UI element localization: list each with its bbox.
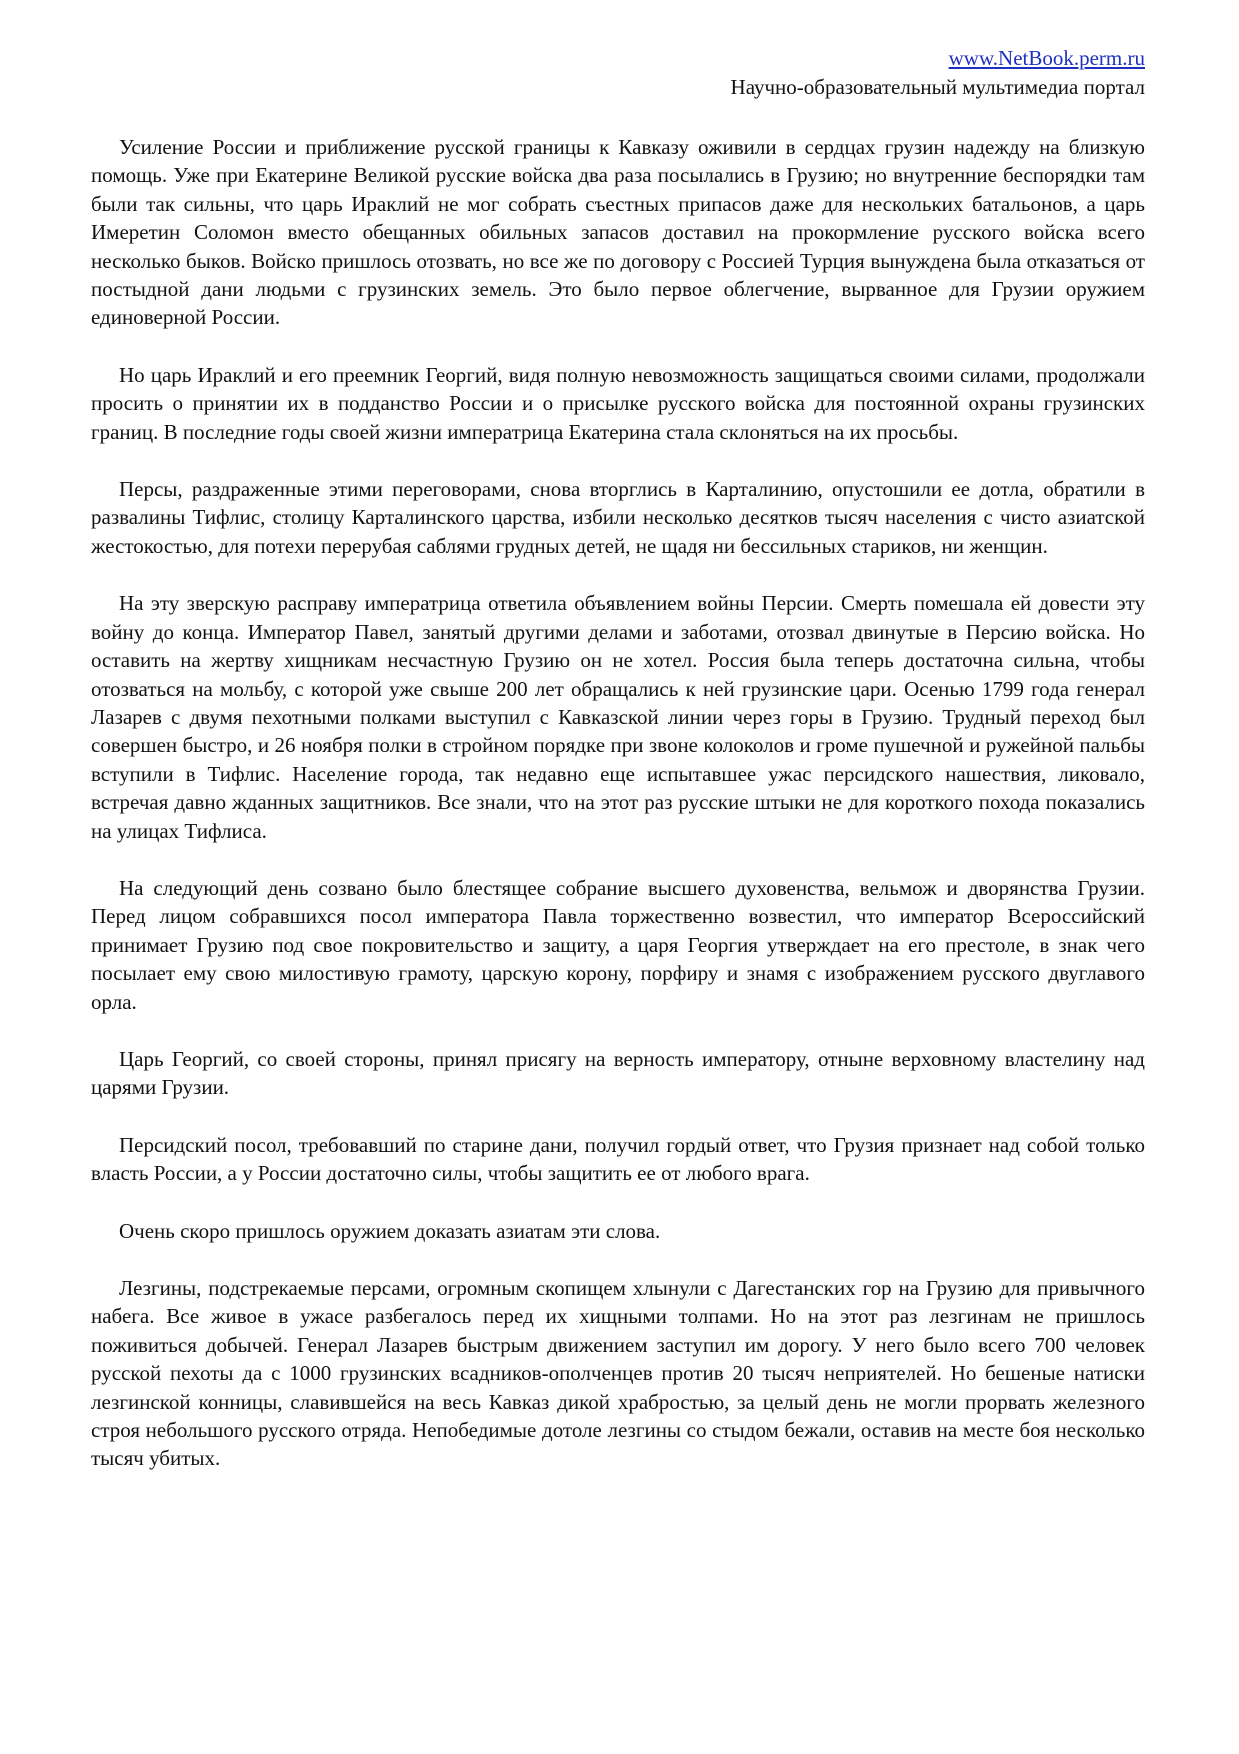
paragraph-3: Персы, раздраженные этими переговорами, снова вторглись в Карталинию, опустошили ее дотла, обратили в развалины Тифлис, столицу Карталинского царства, избили несколько десятков тысяч населения с чисто азиатской жестокостью, для потехи перерубая саблями грудных детей, не щадя ни бессильных стариков, ни женщин. — [91, 477, 1145, 558]
paragraph-2: Но царь Ираклий и его преемник Георгий, видя полную невозможность защищаться своими силами, продолжали просить о принятии их в подданство России и о присылке русского войска для постоянной охраны грузинских границ. В последние годы своей жизни императрица Екатерина стала склоняться на их просьбы. — [91, 362, 1145, 444]
paragraph-5: На следующий день созвано было блестящее собрание высшего духовенства, вельмож и дворянства Грузии. Перед лицом собравшихся посол императора Павла торжественно возвестил, что император Всероссийский принимает Грузию под свое покровительство и защиту, а царя Георгия утверждает на его престоле, в знак чего посылает ему свою милостивую грамоту, царскую корону, порфиру и знамя с изображением русского двуглавого орла. — [91, 875, 1145, 1014]
paragraph-4: На эту зверскую расправу императрица ответила объявлением войны Персии. Смерть помешала ей довести эту войну до конца. Император Павел, занятый другими делами и заботами, отозвал двинутые в Персию войска. Но оставить на жертву хищникам несчастную Грузию он не хотел. Россия была теперь достаточна сильна, чтобы отозваться на мольбу, с которой уже свыше 200 лет обращались к ней грузинские цари. Осенью 1799 года генерал Лазарев с двумя пехотными полками выступил с Кавказской линии через горы в Грузию. Трудный переход был совершен быстро, и 26 ноября полки в стройном порядке при звоне колоколов и громе пушечной и ружейной пальбы вступили в Тифлис. Население города, так недавно еще испытавшее ужас персидского нашествия, ликовало, встречая давно жданных защитников. Все знали, что на этот раз русские штыки не для короткого похода показались на улицах Тифлиса. — [91, 591, 1145, 843]
paragraph-6: Царь Георгий, со своей стороны, принял присягу на верность императору, отныне верховному властелину над царями Грузии. — [91, 1046, 1145, 1100]
site-link[interactable]: www.NetBook.perm.ru — [948, 46, 1145, 70]
page-header — [731, 44, 1145, 102]
document-page — [91, 0, 1145, 1754]
paragraph-8: Очень скоро пришлось оружием доказать азиатам эти слова. — [119, 1218, 661, 1243]
paragraph-7: Персидский посол, требовавший по старине дани, получил гордый ответ, что Грузия признает над собой только власть России, а у России достаточно силы, чтобы защитить ее от любого врага. — [91, 1132, 1145, 1186]
portal-name: Научно-образовательный мультимедиа портал — [730, 75, 1145, 99]
article-body — [91, 133, 1145, 1502]
paragraph-1: Усиление России и приближение русской границы к Кавказу оживили в сердцах грузин надежду на близкую помощь. Уже при Екатерине Великой русские войска два раза посылались в Грузию; но внутренние беспорядки там были так сильны, что царь Ираклий не мог собрать съестных припасов даже для нескольких батальонов, а царь Имеретин Соломон вместо обещанных обильных запасов доставил на прокормление русского войска всего несколько быков. Войско пришлось отозвать, но все же по договору с Россией Турция вынуждена была отказаться от постыдной дани людьми с грузинских земель. Это было первое облегчение, вырванное для Грузии оружием единоверной России. — [91, 135, 1145, 330]
paragraph-9: Лезгины, подстрекаемые персами, огромным скопищем хлынули с Дагестанских гор на Грузию для привычного набега. Все живое в ужасе разбегалось перед их хищными толпами. Но на этот раз лезгинам не пришлось поживиться добычей. Генерал Лазарев быстрым движением заступил им дорогу. У него было всего 700 человек русской пехоты да с 1000 грузинских всадников-ополченцев против 20 тысяч неприятелей. Но бешеные натиски лезгинской конницы, славившейся на весь Кавказ дикой храбростью, за целый день не могли прорвать железного строя небольшого русского отряда. Непобедимые дотоле лезгины со стыдом бежали, оставив на месте боя несколько тысяч убитых. — [91, 1276, 1145, 1471]
